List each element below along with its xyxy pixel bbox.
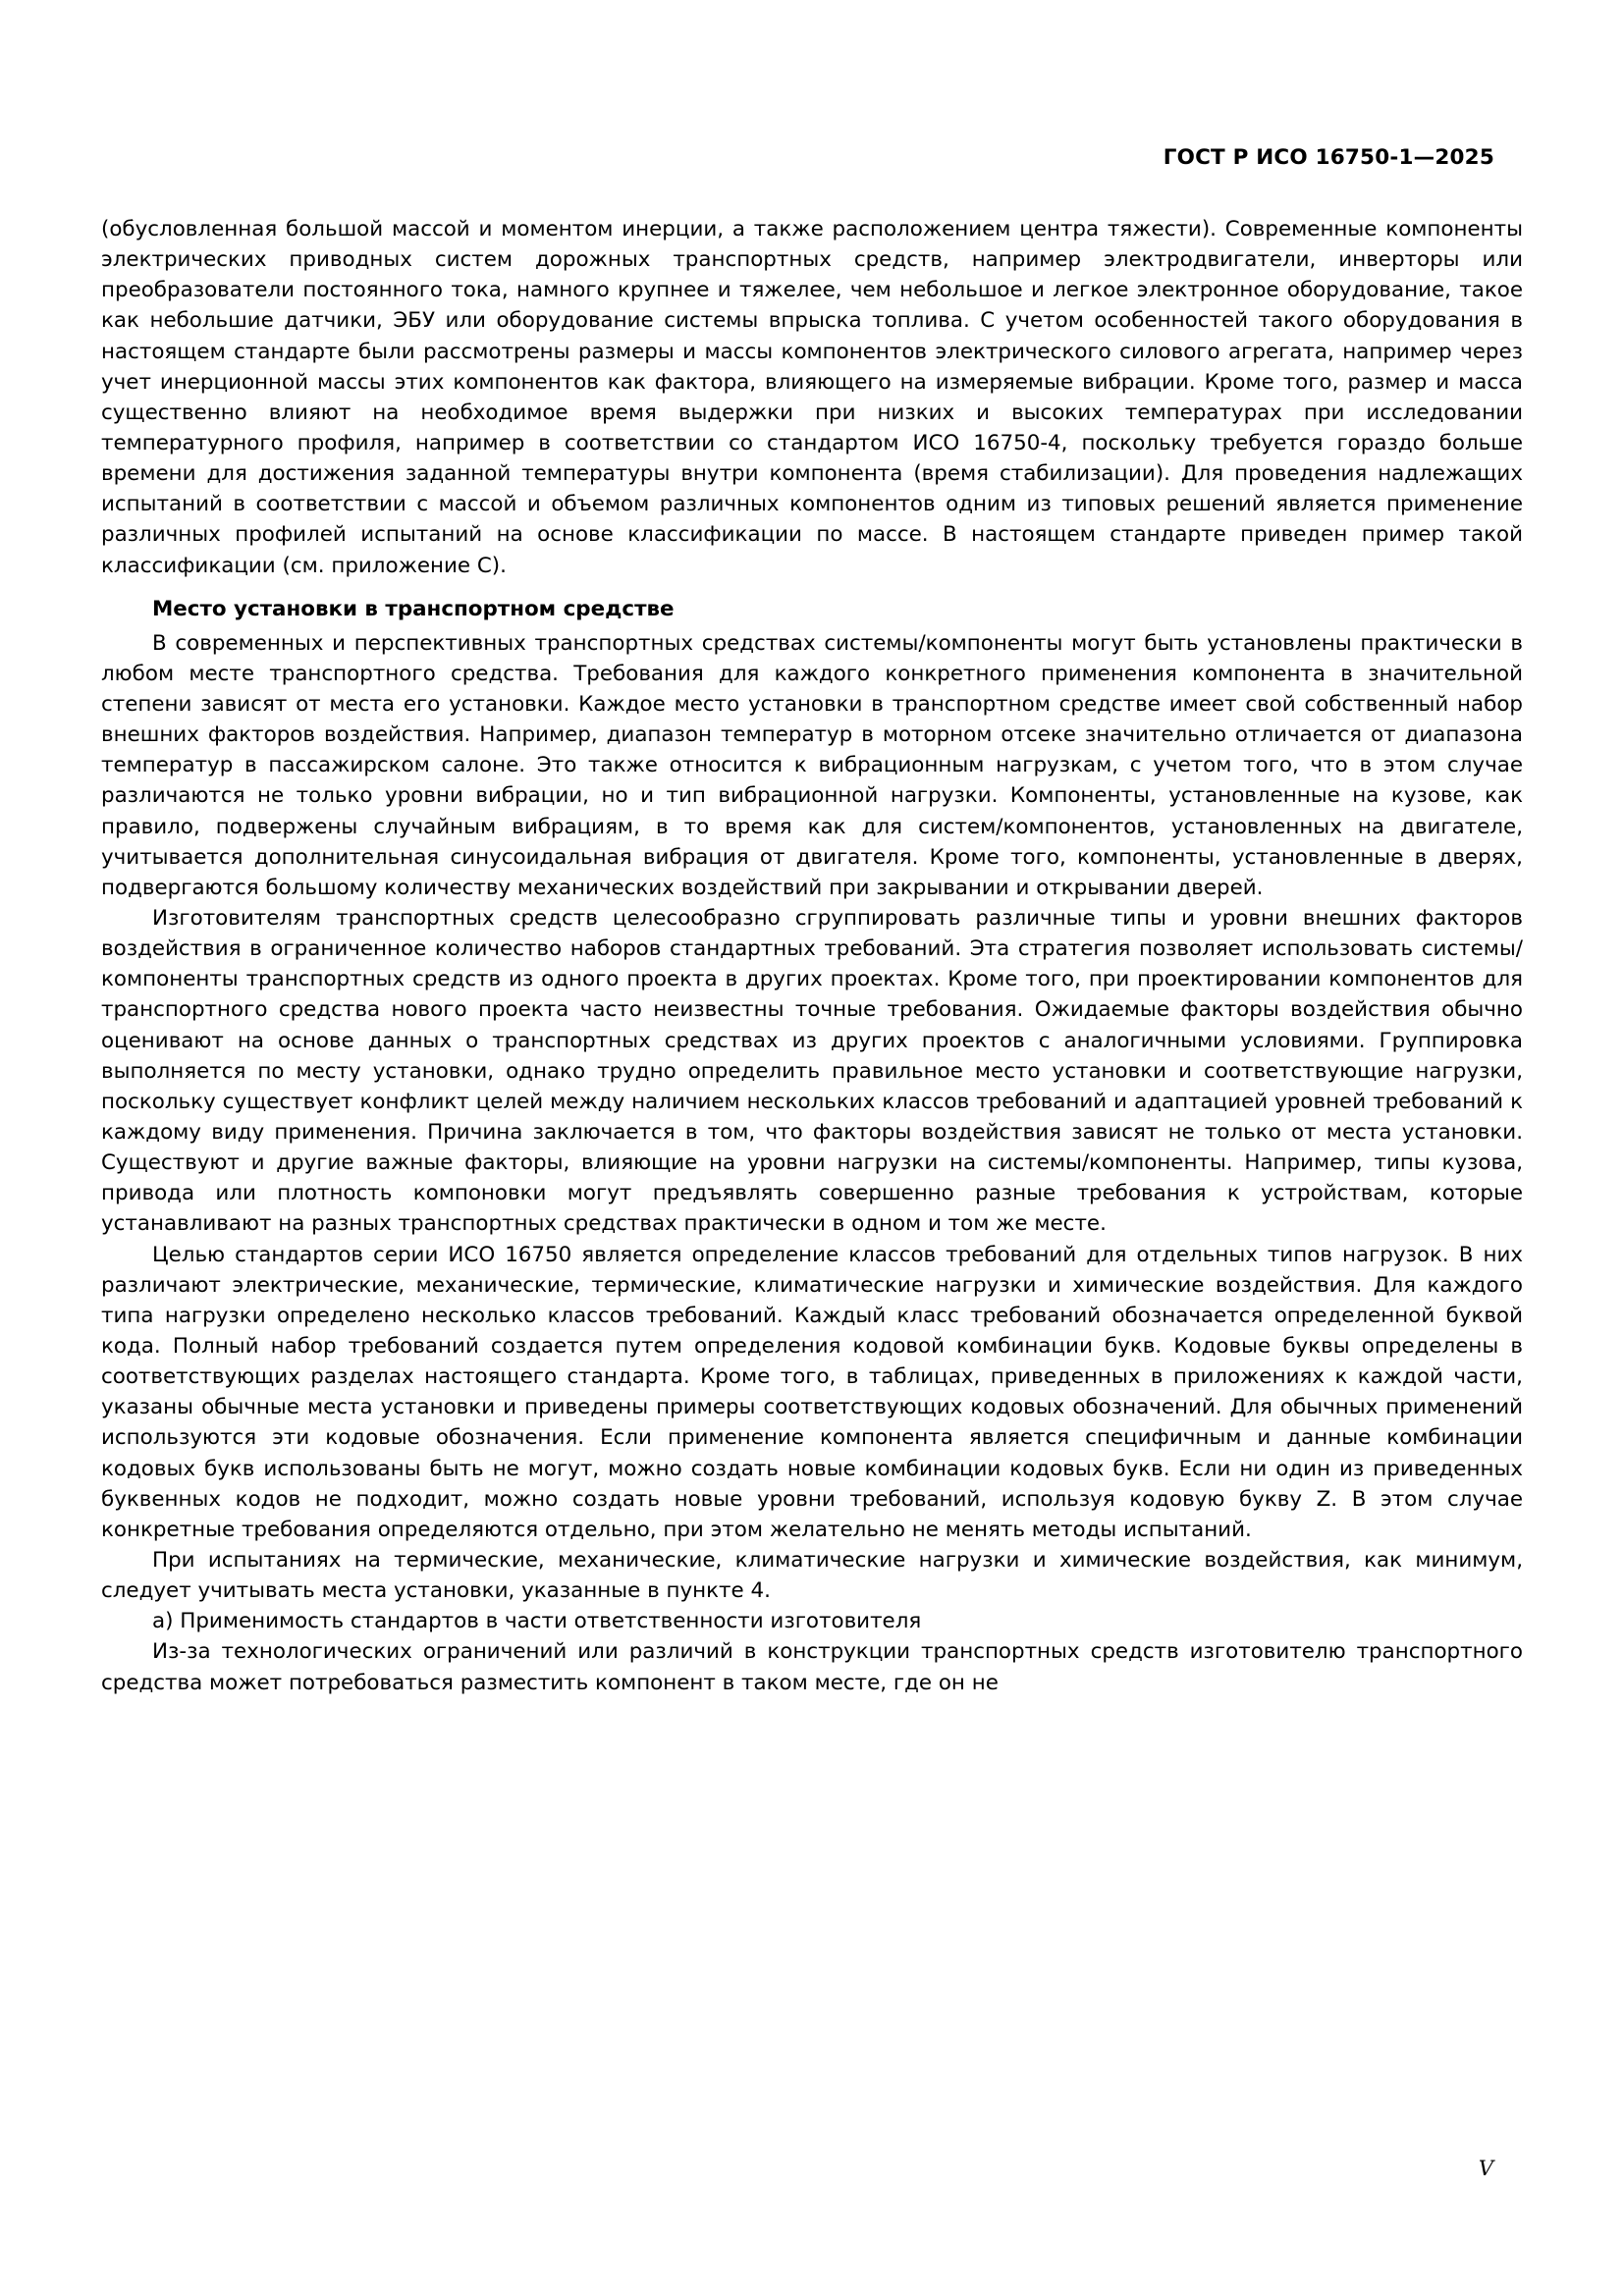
paragraph-mass-classification: (обусловленная большой массой и моментом инерции, а также расположением центра тяжести). Современные компоненты электрических приводных систем дорожных транспортных средств, например электродвигатели, инверторы или преобразователи постоянного тока, намного крупнее и тяжелее, чем небольшое и легкое электронное оборудование, такое как небольшие датчики, ЭБУ или оборудование системы впрыска топлива. С учетом особенностей такого оборудования в настоящем стандарте были рассмотрены размеры и массы компонентов электрического силового агрегата, например через учет инерционной массы этих компонентов как фактора, влияющего на измеряемые вибрации. Кроме того, размер и масса существенно влияют на необходимое время выдержки при низких и высоких температурах при исследовании температурного профиля, например в соответствии со стандартом ИСО 16750-4, поскольку требуется гораздо больше времени для достижения заданной температуры внутри компонента (время стабилизации). Для проведения надлежащих испытаний в соответствии с массой и объемом различных компонентов одним из типовых решений является применение различных профилей испытаний на основе классификации по массе. В настоящем стандарте приведен пример такой классификации (см. приложение С).: [101, 217, 1523, 578]
paragraph-list-item-a: а) Применимость стандартов в части ответственности изготовителя: [152, 1609, 922, 1634]
page-number: V: [1478, 2157, 1493, 2180]
paragraph-test-locations-note: При испытаниях на термические, механические, климатические нагрузки и химические воздействия, как минимум, следует учитывать места установки, указанные в пункте 4.: [101, 1547, 1523, 1604]
page-header-standard-number: ГОСТ Р ИСО 16750-1—2025: [1163, 145, 1494, 170]
paragraph-manufacturer-constraints: Из-за технологических ограничений или различий в конструкции транспортных средств изготовителю транспортного средства может потребоваться разместить компонент в таком месте, где он не: [101, 1639, 1523, 1695]
document-body: [101, 214, 1523, 1698]
subheading-installation-location: Место установки в транспортном средстве: [152, 596, 675, 621]
paragraph-installation-location-overview: В современных и перспективных транспортных средствах системы/компоненты могут быть установлены практически в любом месте транспортного средства. Требования для каждого конкретного применения компонента в значительной степени зависят от места его установки. Каждое место установки в транспортном средстве имеет свой собственный набор внешних факторов воздействия. Например, диапазон температур в моторном отсеке значительно отличается от диапазона температур в пассажирском салоне. Это также относится к вибрационным нагрузкам, с учетом того, что в этом случае различаются не только уровни вибрации, но и тип вибрационной нагрузки. Компоненты, установленные на кузове, как правило, подвержены случайным вибрациям, в то время как для систем/компонентов, установленных на двигателе, учитывается дополнительная синусоидальная вибрация от двигателя. Кроме того, компоненты, установленные в дверях, подвергаются большому количеству механических воздействий при закрывании и открывании дверей.: [101, 630, 1523, 900]
paragraph-grouping-requirements: Изготовителям транспортных средств целесообразно сгруппировать различные типы и уровни внешних факторов воздействия в ограниченное количество наборов стандартных требований. Эта стратегия позволяет использовать системы/компоненты транспортных средств из одного проекта в других проектах. Кроме того, при проектировании компонентов для транспортного средства нового проекта часто неизвестны точные требования. Ожидаемые факторы воздействия обычно оценивают на основе данных о транспортных средствах из других проектов с аналогичными условиями. Группировка выполняется по месту установки, однако трудно определить правильное место установки и соответствующие нагрузки, поскольку существует конфликт целей между наличием нескольких классов требований и адаптацией уровней требований к каждому виду применения. Причина заключается в том, что факторы воздействия зависят не только от места установки. Существуют и другие важные факторы, влияющие на уровни нагрузки на системы/компоненты. Например, типы кузова, привода или плотность компоновки могут предъявлять совершенно разные требования к устройствам, которые устанавливают на разных транспортных средствах практически в одном и том же месте.: [101, 905, 1523, 1237]
paragraph-iso16750-series-purpose: Целью стандартов серии ИСО 16750 является определение классов требований для отдельных типов нагрузок. В них различают электрические, механические, термические, климатические нагрузки и химические воздействия. Для каждого типа нагрузки определено несколько классов требований. Каждый класс требований обозначается определенной буквой кода. Полный набор требований создается путем определения кодовой комбинации букв. Кодовые буквы определены в соответствующих разделах настоящего стандарта. Кроме того, в таблицах, приведенных в приложениях к каждой части, указаны обычные места установки и приведены примеры соответствующих кодовых обозначений. Для обычных применений используются эти кодовые обозначения. Если применение компонента является специфичным и данные комбинации кодовых букв использованы быть не могут, можно создать новые комбинации кодовых букв. Если ни один из приведенных буквенных кодов не подходит, можно создать новые уровни требований, используя кодовую букву Z. В этом случае конкретные требования определяются отдельно, при этом желательно не менять методы испытаний.: [101, 1242, 1523, 1542]
